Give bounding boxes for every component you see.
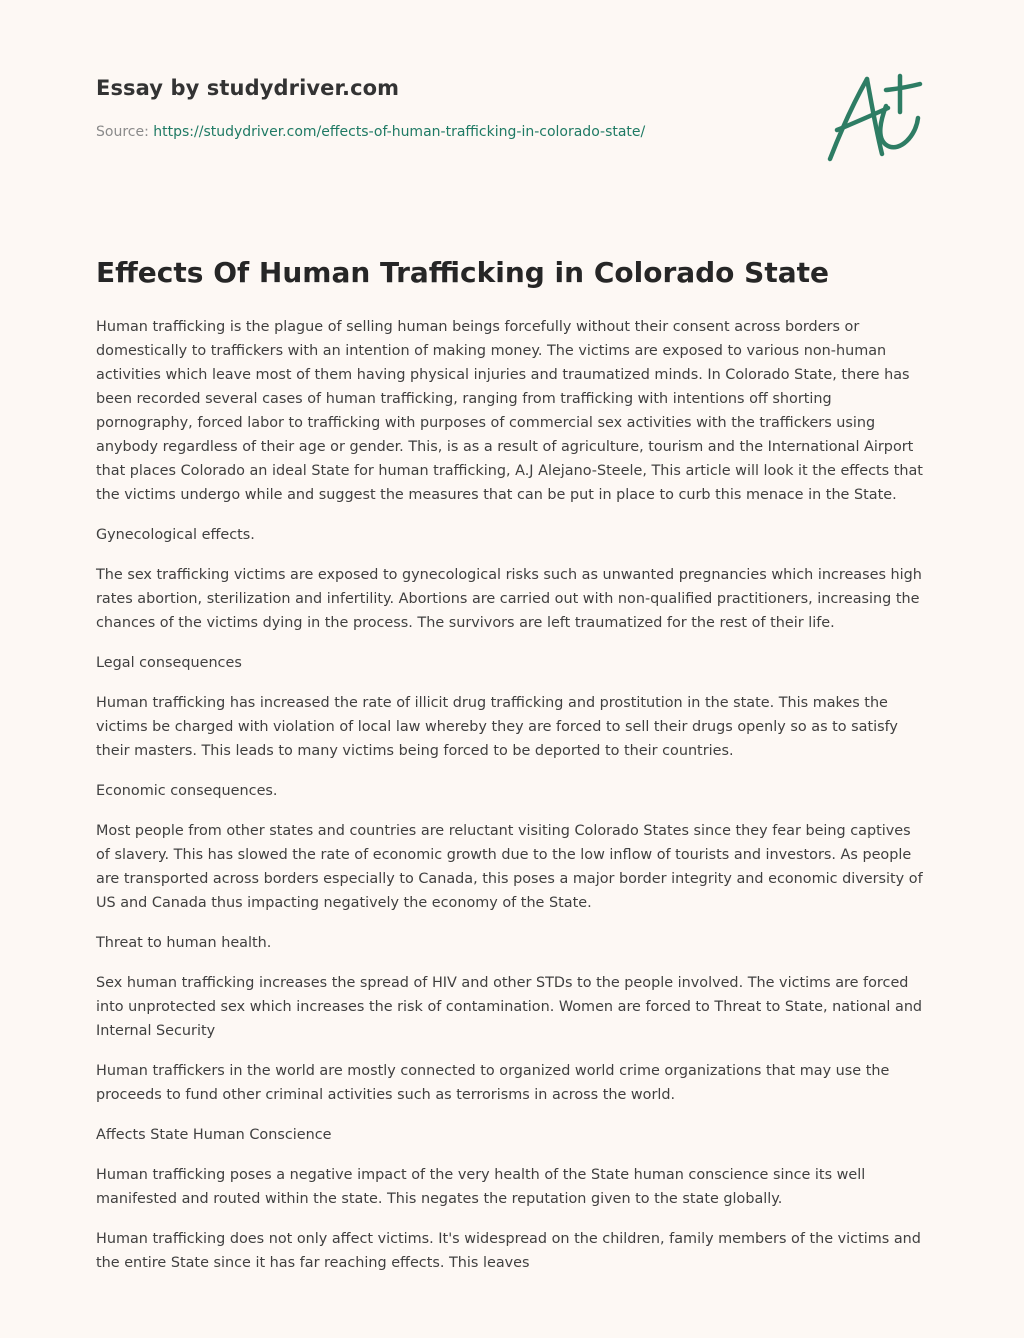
section-heading: Legal consequences [96,655,242,671]
source-label: Source: [96,124,149,140]
paragraph: Human trafficking poses a negative impact of the very health of the State human conscience since its well manifested and routed within the state. This negates the reputation given to the state globally. [96,1167,866,1207]
paragraph: Human trafficking is the plague of selling human beings forcefully without their consent across borders or domestically to traffickers with an intention of making money. The victims are exposed to various non-human activities which leave most of them having physical injuries and traumatized minds. In Colorado State, there has been recorded several cases of human trafficking, ranging from trafficking with intentions off shorting pornography, forced labor to trafficking with purposes of commercial sex activities with the traffickers using anybody regardless of their age or gender. This, is as a result of agriculture, tourism and the International Airport that places Colorado an ideal State for human trafficking, A.J Alejano-Steele, This article will look it the effects that the victims undergo while and suggest the measures that can be put in place to curb this menace in the State. [96,319,923,503]
paragraph: Most people from other states and countries are reluctant visiting Colorado States since they fear being captives of slavery. This has slowed the rate of economic growth due to the low inflow of tourists and investors. As people are transported across borders especially to Canada, this poses a major border integrity and economic diversity of US and Canada thus impacting negatively the economy of the State. [96,823,923,911]
source-link[interactable]: https://studydriver.com/effects-of-human-trafficking-in-colorado-state/ [153,124,646,140]
section-heading: Economic consequences. [96,783,278,799]
paragraph: Human trafficking has increased the rate of illicit drug trafficking and prostitution in the state. This makes the victims be charged with violation of local law whereby they are forced to sell their drugs openly so as to satisfy their masters. This leads to many victims being forced to be deported to their countries. [96,695,898,759]
paragraph: The sex trafficking victims are exposed to gynecological risks such as unwanted pregnancies which increases high rates abortion, sterilization and infertility. Abortions are carried out with non-qualified practitioners, increasing the chances of the victims dying in the process. The survivors are left traumatized for the rest of their life. [96,567,922,631]
essay-title: Effects Of Human Trafficking in Colorado State [96,256,829,289]
a-plus-grade-icon [820,66,930,166]
paragraph: Sex human trafficking increases the spread of HIV and other STDs to the people involved. The victims are forced into unprotected sex which increases the risk of contamination. Women are forced to Threat to State, national and Internal Security [96,975,923,1039]
paragraph: Human traffickers in the world are mostly connected to organized world crime organizations that may use the proceeds to fund other criminal activities such as terrorisms in across the world. [96,1063,890,1103]
paragraph: Human trafficking does not only affect victims. It's widespread on the children, family members of the victims and the entire State since it has far reaching effects. This leaves [96,1231,921,1271]
essay-body [96,315,928,1291]
section-heading: Threat to human health. [96,935,272,951]
section-heading: Gynecological effects. [96,527,255,543]
section-heading: Affects State Human Conscience [96,1127,332,1143]
source-line [96,124,645,140]
site-title: Essay by studydriver.com [96,76,400,100]
